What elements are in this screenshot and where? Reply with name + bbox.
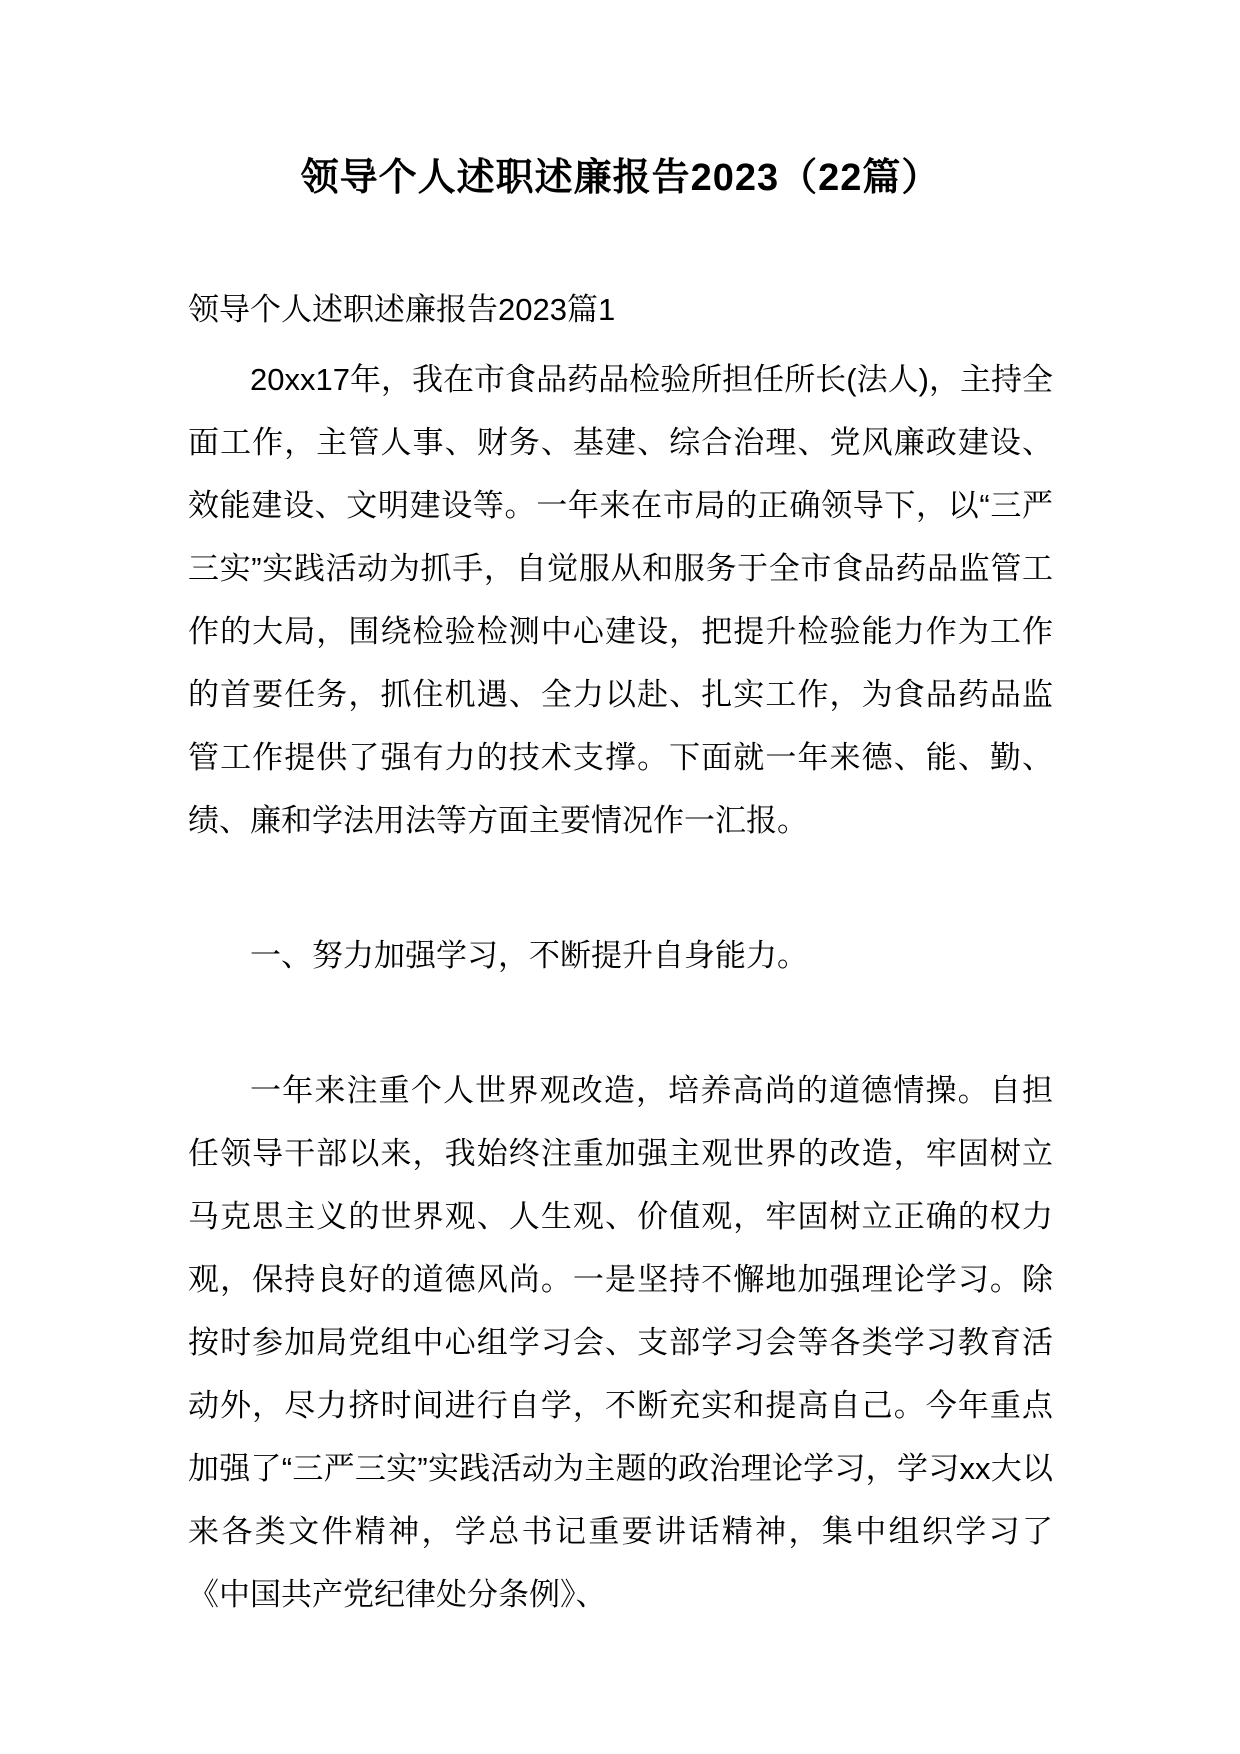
paragraph-overview: 20xx17年，我在市食品药品检验所担任所长(法人)，主持全面工作，主管人事、财务、基建、综合治理、党风廉政建设、效能建设、文明建设等。一年来在市局的正确领导下，以“三严三实”实践活动为抓手，自觉服从和服务于全市食品药品监管工作的大局，围绕检验检测中心建设，把提升检验能力作为工作的首要任务，抓住机遇、全力以赴、扎实工作，为食品药品监管工作提供了强有力的技术支撑。下面就一年来德、能、勤、绩、廉和学法用法等方面主要情况作一汇报。 <box>188 362 1053 838</box>
paragraph-study: 一年来注重个人世界观改造，培养高尚的道德情操。自担任领导干部以来，我始终注重加强主观世界的改造，牢固树立马克思主义的世界观、人生观、价值观，牢固树立正确的权力观，保持良好的道德风尚。一是坚持不懈地加强理论学习。除按时参加局党组中心组学习会、支部学习会等各类学习教育活动外，尽力挤时间进行自学，不断充实和提高自己。今年重点加强了“三严三实”实践活动为主题的政治理论学习，学习xx大以来各类文件精神，学总书记重要讲话精神，集中组织学习了《中国共产党纪律处分条例》、 <box>188 1073 1053 1612</box>
report-1-subtitle: 领导个人述职述廉报告2023篇1 <box>188 292 616 327</box>
document-title: 领导个人述职述廉报告2023（22篇） <box>300 157 941 199</box>
section-heading-1: 一、努力加强学习，不断提升自身能力。 <box>250 938 808 973</box>
